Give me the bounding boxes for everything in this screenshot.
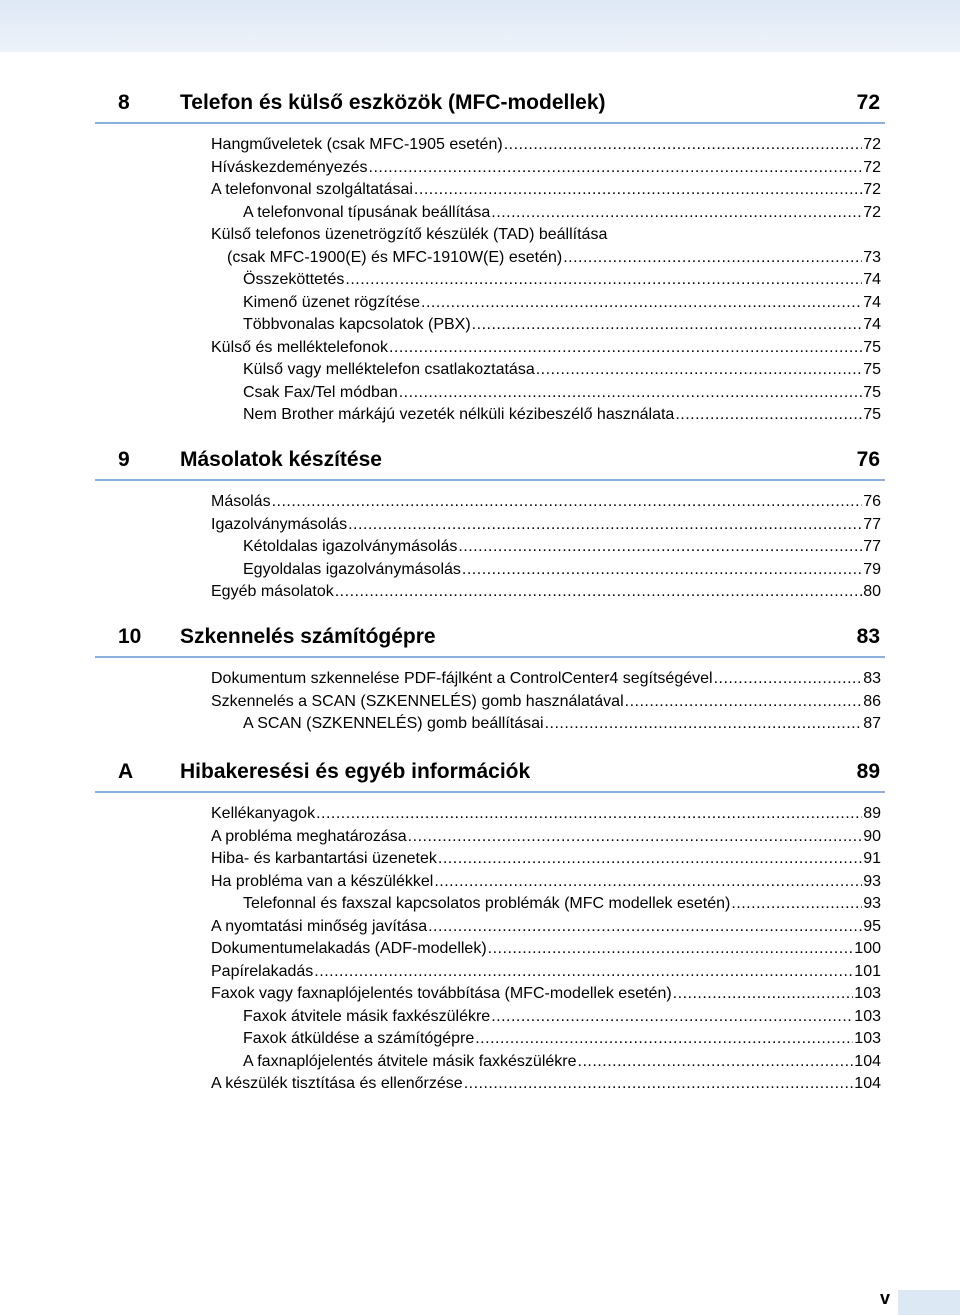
entry-page: 79	[863, 560, 881, 578]
toc-entry[interactable]	[211, 179, 885, 202]
entry-title: A telefonvonal szolgáltatásai	[211, 181, 413, 198]
dot-leader	[316, 803, 862, 826]
entry-title: Egyoldalas igazolványmásolás	[243, 560, 461, 578]
dot-leader	[714, 668, 863, 691]
dot-leader	[272, 491, 863, 514]
entry-list	[95, 803, 885, 1096]
dot-leader	[438, 848, 862, 871]
dot-leader	[731, 893, 862, 916]
entry-list	[95, 491, 885, 604]
entry-title: Dokumentumelakadás (ADF-modellek)	[211, 940, 487, 957]
dot-leader	[472, 314, 863, 337]
dot-leader	[491, 1006, 853, 1029]
toc-entry[interactable]	[211, 337, 885, 360]
entry-title: Faxok átküldése a számítógépre	[243, 1030, 475, 1047]
entry-page: 74	[863, 316, 881, 333]
entry-title: A probléma meghatározása	[211, 827, 407, 845]
dot-leader	[488, 938, 854, 961]
entry-title: A faxnaplójelentés átvitele másik faxkészülékre	[243, 1052, 577, 1070]
entry-page: 103	[854, 985, 881, 1002]
toc-entry[interactable]	[243, 1051, 885, 1074]
entry-page: 100	[854, 940, 881, 957]
dot-leader	[578, 1051, 854, 1074]
toc-entry[interactable]	[243, 1028, 885, 1051]
entry-page: 101	[854, 962, 881, 980]
chapter-heading[interactable]	[95, 88, 885, 124]
toc-entry[interactable]	[243, 202, 885, 225]
entry-title: Faxok átvitele másik faxkészülékre	[243, 1007, 491, 1025]
dot-leader	[462, 559, 862, 582]
toc-entry[interactable]	[243, 536, 885, 559]
entry-title: Kellékanyagok	[211, 805, 316, 822]
entry-title: Igazolványmásolás	[211, 515, 348, 533]
entry-page: 74	[863, 293, 881, 311]
toc-entry[interactable]	[243, 314, 885, 337]
dot-leader	[314, 961, 853, 984]
toc-entry[interactable]	[243, 292, 885, 315]
dot-leader	[536, 359, 862, 382]
entry-page: 72	[863, 136, 881, 153]
entry-title: Telefonnal és faxszal kapcsolatos problémák (MFC modellek esetén)	[243, 895, 731, 912]
dot-leader	[369, 157, 863, 180]
dot-leader	[625, 691, 863, 714]
dot-leader	[458, 536, 862, 559]
toc-entry[interactable]	[211, 491, 885, 514]
entry-page: 74	[863, 271, 881, 288]
toc-entry[interactable]	[243, 404, 885, 427]
dot-leader	[399, 382, 862, 405]
dot-leader	[434, 871, 862, 894]
toc-entry[interactable]	[211, 514, 885, 537]
chapter-page: 76	[856, 448, 880, 471]
chapter-number: 9	[118, 448, 130, 471]
chapter-section	[95, 622, 885, 736]
entry-title: Dokumentum szkennelése PDF-fájlként a ControlCenter4 segítségével	[211, 670, 713, 687]
entry-page: 89	[863, 805, 881, 822]
chapter-title: Szkennelés számítógépre	[180, 625, 436, 648]
dot-leader	[475, 1028, 853, 1051]
entry-page: 77	[863, 515, 881, 533]
chapter-page: 72	[856, 91, 880, 114]
entry-page: 93	[863, 895, 881, 912]
dot-leader	[608, 224, 880, 247]
entry-page: 104	[854, 1052, 881, 1070]
entry-page: 75	[863, 383, 881, 401]
entry-page: 95	[863, 917, 881, 935]
entry-page: 72	[863, 158, 881, 176]
toc-entry[interactable]	[211, 983, 885, 1006]
entry-page: 72	[863, 181, 881, 198]
toc-entry[interactable]	[243, 893, 885, 916]
entry-title: Ha probléma van a készülékkel	[211, 872, 434, 890]
entry-page: 103	[854, 1030, 881, 1047]
toc-entry[interactable]	[211, 224, 885, 247]
dot-leader	[335, 581, 862, 604]
entry-title: Többvonalas kapcsolatok (PBX)	[243, 316, 471, 333]
footer-tab	[898, 1290, 960, 1315]
chapter-title: Másolatok készítése	[180, 448, 382, 471]
chapter-title: Hibakeresési és egyéb információk	[180, 760, 531, 783]
chapter-heading[interactable]	[95, 757, 885, 793]
toc-entry[interactable]	[211, 803, 885, 826]
entry-page: 90	[863, 827, 881, 845]
entry-title: Papírelakadás	[211, 962, 314, 980]
entry-title: Külső telefonos üzenetrögzítő készülék (TAD) beállítása	[211, 226, 608, 243]
entry-title: Szkennelés a SCAN (SZKENNELÉS) gomb használatával	[211, 692, 624, 710]
entry-title: Hangműveletek (csak MFC-1905 esetén)	[211, 136, 503, 153]
entry-page: 104	[854, 1075, 881, 1092]
entry-page: 93	[863, 872, 881, 890]
chapter-section	[95, 757, 885, 1096]
toc-entry[interactable]	[211, 826, 885, 849]
toc-entry[interactable]	[211, 134, 885, 157]
entry-title: Külső és melléktelefonok	[211, 338, 388, 356]
toc-entry[interactable]	[211, 848, 885, 871]
toc-entry[interactable]	[211, 1073, 885, 1096]
dot-leader	[408, 826, 863, 849]
chapter-number: 8	[118, 91, 130, 114]
entry-page: 75	[863, 406, 881, 423]
chapter-title: Telefon és külső eszközök (MFC-modellek)	[180, 91, 606, 114]
entry-title: Nem Brother márkájú vezeték nélküli kézibeszélő használata	[243, 406, 675, 423]
page-number: v	[879, 1288, 890, 1308]
entry-title: A nyomtatási minőség javítása	[211, 917, 428, 935]
dot-leader	[389, 337, 862, 360]
entry-title: Hiba- és karbantartási üzenetek	[211, 850, 437, 867]
entry-page: 91	[863, 850, 881, 867]
top-band	[0, 0, 960, 52]
entry-title: Híváskezdeményezés	[211, 158, 368, 176]
dot-leader	[491, 202, 862, 225]
entry-title: A telefonvonal típusának beállítása	[243, 203, 491, 221]
toc-entry[interactable]	[211, 871, 885, 894]
toc-entry[interactable]	[211, 157, 885, 180]
dot-leader	[428, 916, 862, 939]
chapter-heading[interactable]	[95, 622, 885, 658]
entry-page: 87	[863, 715, 881, 732]
entry-title: (csak MFC-1900(E) és MFC-1910W(E) esetén)	[227, 248, 563, 266]
dot-leader	[504, 134, 863, 157]
entry-page: 80	[863, 583, 881, 600]
entry-page: 103	[854, 1007, 881, 1025]
dot-leader	[421, 292, 862, 315]
dot-leader	[673, 983, 854, 1006]
toc-entry[interactable]	[243, 713, 885, 736]
entry-title: Faxok vagy faxnaplójelentés továbbítása (MFC-modellek esetén)	[211, 985, 672, 1002]
chapter-page: 83	[856, 625, 880, 648]
dot-leader	[348, 514, 862, 537]
entry-list	[95, 134, 885, 427]
chapter-number: 10	[118, 625, 142, 648]
toc-entry[interactable]	[243, 382, 885, 405]
dot-leader	[414, 179, 862, 202]
chapter-number: A	[118, 760, 134, 783]
toc-entry[interactable]	[243, 559, 885, 582]
toc-entry[interactable]	[211, 938, 885, 961]
entry-page: 75	[863, 361, 881, 378]
entry-title: Egyéb másolatok	[211, 583, 334, 600]
toc-entry[interactable]	[211, 916, 885, 939]
entry-title: Kimenő üzenet rögzítése	[243, 293, 420, 311]
toc-entry[interactable]	[211, 691, 885, 714]
entry-title: Másolás	[211, 493, 271, 510]
dot-leader	[345, 269, 862, 292]
entry-page: 77	[863, 538, 881, 555]
toc-entry[interactable]	[211, 581, 885, 604]
toc-entry[interactable]	[211, 961, 885, 984]
toc-entry[interactable]	[243, 1006, 885, 1029]
chapter-section	[95, 88, 885, 427]
dot-leader	[464, 1073, 854, 1096]
toc-entry[interactable]	[243, 269, 885, 292]
entry-page: 73	[863, 248, 881, 266]
entry-page: 86	[863, 692, 881, 710]
entry-page: 76	[863, 493, 881, 510]
entry-page: 75	[863, 338, 881, 356]
entry-page: 83	[863, 670, 881, 687]
entry-title: Összeköttetés	[243, 271, 345, 288]
dot-leader	[563, 247, 862, 270]
entry-title: A készülék tisztítása és ellenőrzése	[211, 1075, 463, 1092]
toc-entry[interactable]	[243, 359, 885, 382]
entry-title: Kétoldalas igazolványmásolás	[243, 538, 458, 555]
entry-title: A SCAN (SZKENNELÉS) gomb beállításai	[243, 715, 544, 732]
entry-title: Külső vagy melléktelefon csatlakoztatása	[243, 361, 535, 378]
chapter-page: 89	[856, 760, 880, 783]
dot-leader	[675, 404, 862, 427]
entry-title: Csak Fax/Tel módban	[243, 383, 398, 401]
entry-list	[95, 668, 885, 736]
entry-page: 72	[863, 203, 881, 221]
toc-entry[interactable]	[211, 668, 885, 691]
dot-leader	[545, 713, 863, 736]
toc-entry[interactable]	[227, 247, 885, 270]
chapter-section	[95, 445, 885, 604]
chapter-heading[interactable]	[95, 445, 885, 481]
